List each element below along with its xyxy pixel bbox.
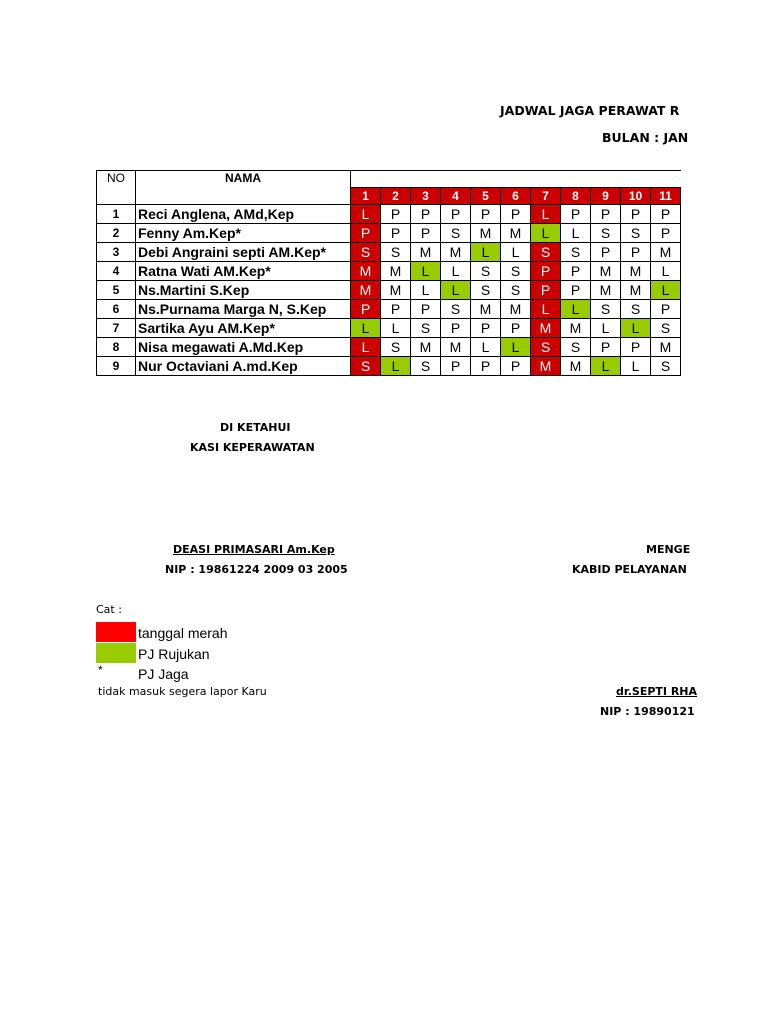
table-row (97, 243, 681, 262)
shift-cell: M (561, 319, 591, 338)
shift-cell: L (561, 224, 591, 243)
shift-cell: M (621, 262, 651, 281)
row-number: 2 (97, 224, 136, 243)
shift-cell: S (591, 300, 621, 319)
table-row (97, 262, 681, 281)
shift-cell: M (441, 338, 471, 357)
acknowledged-label: DI KETAHUI (220, 421, 291, 434)
shift-cell: L (651, 281, 681, 300)
shift-cell: S (351, 243, 381, 262)
shift-cell: L (531, 224, 561, 243)
shift-cell: P (411, 205, 441, 224)
cat-label: Cat : (96, 603, 122, 616)
shift-cell: S (381, 338, 411, 357)
shift-cell: S (621, 224, 651, 243)
day-header: 3 (411, 188, 441, 205)
shift-cell: P (381, 300, 411, 319)
shift-cell: M (651, 338, 681, 357)
shift-cell: P (651, 205, 681, 224)
shift-cell: M (501, 224, 531, 243)
table-row (97, 205, 681, 224)
shift-cell: P (531, 262, 561, 281)
right-signer-nip: NIP : 19890121 (600, 705, 695, 718)
row-number: 3 (97, 243, 136, 262)
legend-red-swatch (96, 622, 136, 642)
shift-cell: S (531, 243, 561, 262)
day-header: 7 (531, 188, 561, 205)
shift-cell: L (351, 205, 381, 224)
shift-cell: L (651, 262, 681, 281)
shift-cell: P (591, 338, 621, 357)
shift-cell: L (591, 357, 621, 376)
legend-green-label: PJ Rujukan (138, 646, 210, 662)
row-number: 4 (97, 262, 136, 281)
shift-cell: S (351, 357, 381, 376)
shift-cell: M (381, 281, 411, 300)
shift-cell: P (621, 243, 651, 262)
shift-cell: L (351, 319, 381, 338)
shift-cell: L (531, 300, 561, 319)
nurse-name: Ns.Purnama Marga N, S.Kep (136, 300, 351, 319)
shift-cell: M (411, 338, 441, 357)
shift-cell: P (381, 224, 411, 243)
day-header: 11 (651, 188, 681, 205)
shift-cell: L (411, 281, 441, 300)
shift-cell: M (471, 300, 501, 319)
shift-cell: P (501, 319, 531, 338)
shift-cell: P (651, 300, 681, 319)
schedule-table (96, 170, 681, 376)
shift-cell: S (471, 262, 501, 281)
shift-cell: L (561, 300, 591, 319)
shift-cell: S (561, 338, 591, 357)
day-header: 10 (621, 188, 651, 205)
shift-cell: M (621, 281, 651, 300)
row-number: 8 (97, 338, 136, 357)
legend-star-label: PJ Jaga (138, 666, 189, 682)
nurse-name: Ns.Martini S.Kep (136, 281, 351, 300)
shift-cell: S (501, 262, 531, 281)
shift-cell: P (411, 300, 441, 319)
shift-cell: L (621, 357, 651, 376)
shift-cell: L (381, 357, 411, 376)
nurse-name: Nisa megawati A.Md.Kep (136, 338, 351, 357)
shift-cell: P (441, 357, 471, 376)
day-header: 8 (561, 188, 591, 205)
shift-cell: P (591, 205, 621, 224)
shift-cell: L (501, 243, 531, 262)
shift-cell: S (651, 357, 681, 376)
legend-green-swatch (96, 643, 136, 663)
table-row (97, 224, 681, 243)
shift-cell: M (441, 243, 471, 262)
shift-cell: P (621, 205, 651, 224)
shift-cell: M (351, 281, 381, 300)
row-number: 9 (97, 357, 136, 376)
schedule-month: BULAN : JAN (602, 130, 689, 145)
header-blank (351, 171, 681, 188)
kabid-label: KABID PELAYANAN (572, 563, 687, 576)
shift-cell: M (591, 262, 621, 281)
day-header: 9 (591, 188, 621, 205)
day-header: 6 (501, 188, 531, 205)
shift-cell: L (471, 338, 501, 357)
shift-cell: S (411, 357, 441, 376)
nurse-name: Fenny Am.Kep* (136, 224, 351, 243)
nurse-name: Sartika Ayu AM.Kep* (136, 319, 351, 338)
table-row (97, 357, 681, 376)
shift-cell: L (471, 243, 501, 262)
shift-cell: S (471, 281, 501, 300)
shift-cell: L (531, 205, 561, 224)
left-signer-name: DEASI PRIMASARI Am.Kep (173, 543, 335, 556)
shift-cell: S (621, 300, 651, 319)
left-signer-nip: NIP : 19861224 2009 03 2005 (165, 563, 348, 576)
shift-cell: L (501, 338, 531, 357)
shift-cell: L (441, 281, 471, 300)
kasi-label: KASI KEPERAWATAN (190, 441, 315, 454)
col-header-nama: NAMA (136, 171, 351, 205)
shift-cell: P (561, 281, 591, 300)
shift-cell: P (441, 319, 471, 338)
shift-cell: M (651, 243, 681, 262)
table-row (97, 338, 681, 357)
shift-cell: S (561, 243, 591, 262)
shift-cell: P (501, 205, 531, 224)
right-line1: MENGE (646, 543, 691, 556)
shift-cell: M (531, 357, 561, 376)
shift-cell: P (471, 357, 501, 376)
nurse-name: Ratna Wati AM.Kep* (136, 262, 351, 281)
shift-cell: P (351, 224, 381, 243)
shift-cell: M (591, 281, 621, 300)
shift-cell: L (411, 262, 441, 281)
shift-cell: S (441, 224, 471, 243)
shift-cell: S (531, 338, 561, 357)
schedule-body (97, 205, 681, 376)
legend-note: tidak masuk segera lapor Karu (98, 685, 267, 698)
shift-cell: S (411, 319, 441, 338)
shift-cell: P (441, 205, 471, 224)
shift-cell: M (501, 300, 531, 319)
shift-cell: S (591, 224, 621, 243)
shift-cell: P (351, 300, 381, 319)
shift-cell: M (381, 262, 411, 281)
shift-cell: S (381, 243, 411, 262)
shift-cell: S (501, 281, 531, 300)
row-number: 7 (97, 319, 136, 338)
table-row (97, 300, 681, 319)
table-row (97, 319, 681, 338)
shift-cell: L (591, 319, 621, 338)
shift-cell: P (501, 357, 531, 376)
shift-cell: P (381, 205, 411, 224)
nurse-name: Nur Octaviani A.md.Kep (136, 357, 351, 376)
shift-cell: L (351, 338, 381, 357)
shift-cell: P (651, 224, 681, 243)
schedule-title: JADWAL JAGA PERAWAT R (500, 103, 680, 118)
shift-cell: L (441, 262, 471, 281)
day-header: 2 (381, 188, 411, 205)
shift-cell: M (411, 243, 441, 262)
day-header: 5 (471, 188, 501, 205)
shift-cell: L (621, 319, 651, 338)
shift-cell: L (381, 319, 411, 338)
shift-cell: P (471, 319, 501, 338)
legend-red-label: tanggal merah (138, 625, 228, 641)
shift-cell: M (561, 357, 591, 376)
shift-cell: P (621, 338, 651, 357)
shift-cell: P (531, 281, 561, 300)
row-number: 6 (97, 300, 136, 319)
shift-cell: P (561, 205, 591, 224)
row-number: 5 (97, 281, 136, 300)
shift-cell: P (591, 243, 621, 262)
nurse-name: Debi Angraini septi AM.Kep* (136, 243, 351, 262)
shift-cell: S (441, 300, 471, 319)
shift-cell: P (411, 224, 441, 243)
day-header: 4 (441, 188, 471, 205)
shift-cell: M (471, 224, 501, 243)
shift-cell: P (561, 262, 591, 281)
nurse-name: Reci Anglena, AMd,Kep (136, 205, 351, 224)
right-signer-name: dr.SEPTI RHA (616, 685, 698, 698)
shift-cell: P (471, 205, 501, 224)
day-header: 1 (351, 188, 381, 205)
shift-cell: S (651, 319, 681, 338)
row-number: 1 (97, 205, 136, 224)
shift-cell: M (351, 262, 381, 281)
col-header-no: NO (97, 171, 136, 205)
table-row (97, 281, 681, 300)
legend-star-symbol: * (98, 663, 103, 677)
shift-cell: M (531, 319, 561, 338)
